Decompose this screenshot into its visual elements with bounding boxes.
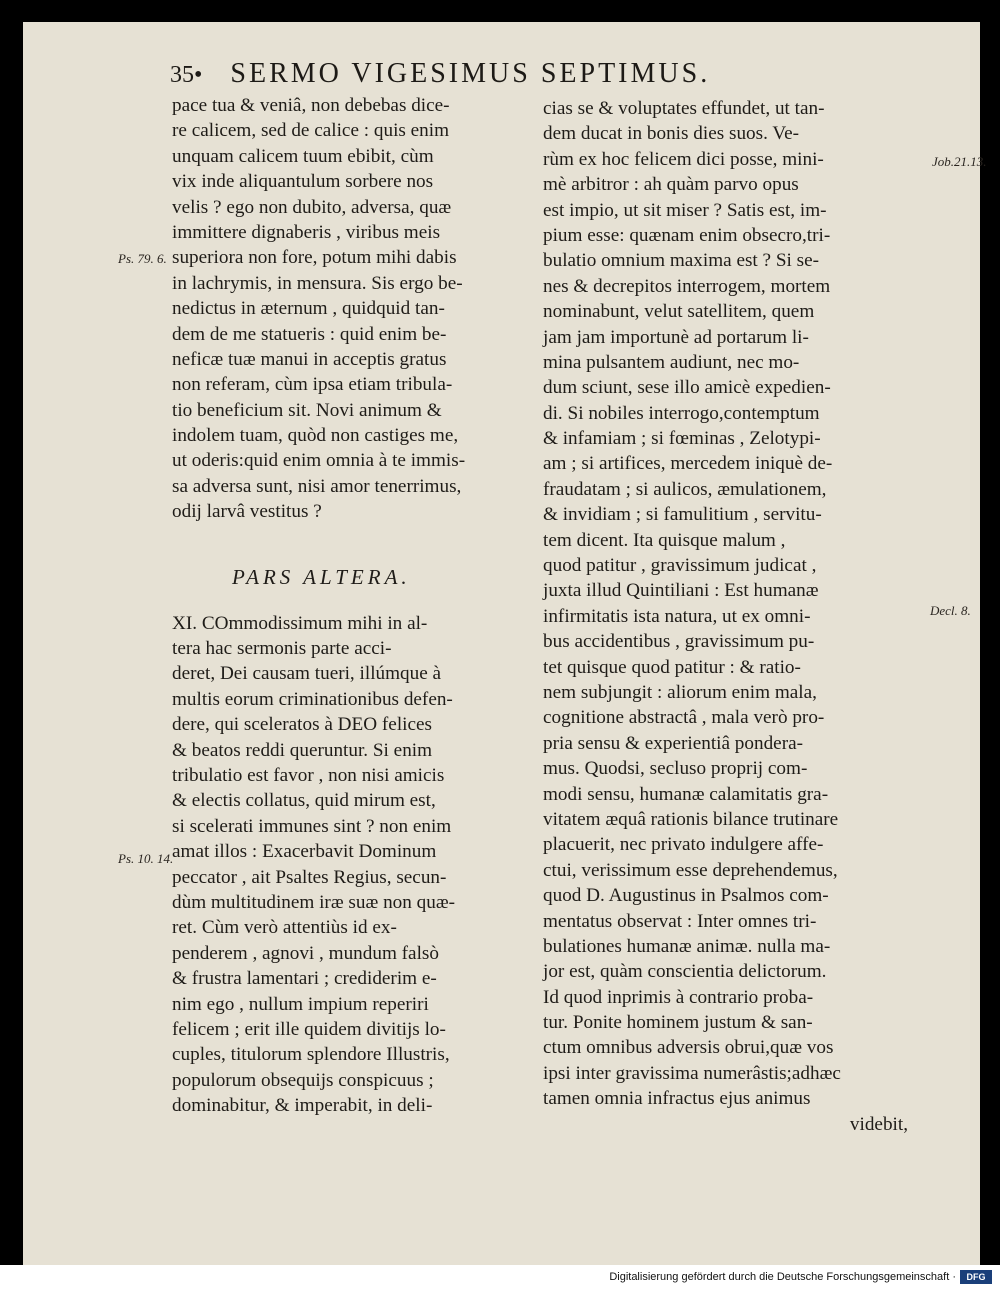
page-number: 35• bbox=[170, 62, 203, 88]
left-paragraph-1 bbox=[172, 93, 537, 525]
text-line: nem subjungit : aliorum enim mala, bbox=[543, 681, 817, 703]
text-line: bulationes humanæ animæ. nulla ma- bbox=[543, 935, 831, 957]
text-line: dominabitur, & imperabit, in deli- bbox=[172, 1095, 433, 1117]
text-line: & frustra lamentari ; crediderim e- bbox=[172, 968, 437, 990]
text-line: di. Si nobiles interrogo,contemptum bbox=[543, 402, 820, 424]
text-line: & invidiam ; si famulitium , servitu- bbox=[543, 504, 822, 526]
text-line: Id quod inprimis à contrario proba- bbox=[543, 986, 814, 1008]
text-line: felicem ; erit ille quidem divitijs lo- bbox=[172, 1018, 446, 1040]
text-line: in lachrymis, in mensura. Sis ergo be- bbox=[172, 272, 463, 294]
text-line: amat illos : Exacerbavit Dominum bbox=[172, 841, 437, 863]
text-line: & electis collatus, quid mirum est, bbox=[172, 790, 436, 812]
text-line: dùm multitudinem iræ suæ non quæ- bbox=[172, 891, 456, 913]
text-line: & infamiam ; si fœminas , Zelotypi- bbox=[543, 428, 821, 450]
text-line: tera hac sermonis parte acci- bbox=[172, 638, 392, 660]
funding-notice: Digitalisierung gefördert durch die Deutsche Forschungsgemeinschaft · bbox=[609, 1271, 956, 1283]
text-line: quod D. Augustinus in Psalmos com- bbox=[543, 885, 829, 907]
text-line: nominabunt, velut satellitem, quem bbox=[543, 301, 815, 323]
text-line: sa adversa sunt, nisi amor tenerrimus, bbox=[172, 475, 462, 497]
text-line: vitatem æquâ rationis bilance trutinare bbox=[543, 808, 839, 830]
text-line: rùm ex hoc felicem dici posse, mini- bbox=[543, 148, 824, 170]
text-line: pium esse: quænam enim obsecro,tri- bbox=[543, 224, 831, 246]
text-line: nim ego , nullum impium reperiri bbox=[172, 993, 429, 1015]
text-line: ut oderis:quid enim omnia à te immis- bbox=[172, 450, 466, 472]
text-line: bus accidentibus , gravissimum pu- bbox=[543, 631, 815, 653]
text-line: immittere dignaberis , viribus meis bbox=[172, 221, 441, 243]
text-line: placuerit, nec privato indulgere affe- bbox=[543, 834, 824, 856]
text-line: mè arbitror : ah quàm parvo opus bbox=[543, 174, 799, 196]
text-line: populorum obsequijs conspicuus ; bbox=[172, 1069, 434, 1091]
text-line: jor est, quàm conscientia delictorum. bbox=[543, 961, 827, 983]
text-line: ctum omnibus adversis obrui,quæ vos bbox=[543, 1037, 834, 1059]
text-line: am ; si artifices, mercedem iniquè de- bbox=[543, 453, 833, 475]
text-line: modi sensu, humanæ calamitatis gra- bbox=[543, 783, 829, 805]
text-line: juxta illud Quintiliani : Est humanæ bbox=[543, 580, 819, 602]
text-line: nedictus in æternum , quidquid tan- bbox=[172, 298, 445, 320]
text-line: penderem , agnovi , mundum falsò bbox=[172, 942, 439, 964]
margin-note-right-1: Job.21.13. bbox=[932, 154, 987, 169]
text-line: cias se & voluptates effundet, ut tan- bbox=[543, 98, 825, 119]
text-line: multis eorum criminationibus defen- bbox=[172, 688, 453, 710]
text-line: tur. Ponite hominem justum & san- bbox=[543, 1012, 813, 1034]
right-text-column bbox=[543, 96, 928, 1137]
section-heading: PARS ALTERA. bbox=[232, 564, 411, 589]
text-line: dem ducat in bonis dies suos. Ve- bbox=[543, 123, 799, 145]
text-line: XI. COmmodissimum mihi in al- bbox=[172, 612, 428, 634]
text-line: superiora non fore, potum mihi dabis bbox=[172, 247, 457, 269]
text-line: tribulatio est favor , non nisi amicis bbox=[172, 764, 445, 786]
running-header bbox=[170, 58, 820, 90]
margin-note-left-1: Ps. 79. 6. bbox=[118, 251, 167, 266]
text-line: dum sciunt, sese illo amicè expedien- bbox=[543, 377, 831, 399]
catchword: videbit, bbox=[849, 1113, 908, 1135]
text-line: fraudatam ; si aulicos, æmulationem, bbox=[543, 478, 827, 500]
text-line: velis ? ego non dubito, adversa, quæ bbox=[172, 196, 452, 218]
text-line: ipsi inter gravissima numerâstis;adhæc bbox=[543, 1062, 841, 1084]
text-line: pace tua & veniâ, non debebas dice- bbox=[172, 95, 450, 116]
text-line: est impio, ut sit miser ? Satis est, im- bbox=[543, 199, 827, 221]
text-line: tem dicent. Ita quisque malum , bbox=[543, 529, 786, 551]
text-line: indolem tuam, quòd non castiges me, bbox=[172, 425, 459, 447]
running-title: SERMO VIGESIMUS SEPTIMUS. bbox=[230, 58, 711, 89]
text-line: tio beneficium sit. Novi animum & bbox=[172, 399, 442, 421]
text-line: pria sensu & experientiâ pondera- bbox=[543, 732, 803, 754]
text-line: infirmitatis ista natura, ut ex omni- bbox=[543, 605, 811, 627]
text-line: & beatos reddi queruntur. Si enim bbox=[172, 739, 433, 761]
text-line: cognitione abstractâ , mala verò pro- bbox=[543, 707, 825, 729]
text-line: ctui, verissimum esse deprehendemus, bbox=[543, 859, 838, 881]
text-line: neficæ tuæ manui in acceptis gratus bbox=[172, 348, 447, 370]
text-line: tamen omnia infractus ejus animus bbox=[543, 1088, 811, 1110]
text-line: re calicem, sed de calice : quis enim bbox=[172, 120, 450, 142]
text-line: quod patitur , gravissimum judicat , bbox=[543, 555, 817, 577]
text-line: vix inde aliquantulum sorbere nos bbox=[172, 171, 434, 193]
text-line: unquam calicem tuum ebibit, cùm bbox=[172, 145, 434, 167]
left-text-column bbox=[172, 93, 537, 1118]
text-line: bulatio omnium maxima est ? Si se- bbox=[543, 250, 820, 272]
text-line: mentatus observat : Inter omnes tri- bbox=[543, 910, 817, 932]
text-line: ret. Cùm verò attentiùs id ex- bbox=[172, 917, 397, 939]
margin-note-right-2: Decl. 8. bbox=[930, 603, 971, 618]
margin-note-left-2: Ps. 10. 14. bbox=[118, 851, 174, 866]
text-line: dere, qui sceleratos à DEO felices bbox=[172, 714, 432, 736]
text-line: jam jam importunè ad portarum li- bbox=[543, 326, 809, 348]
left-paragraph-2 bbox=[172, 611, 537, 1119]
text-line: mina pulsantem audiunt, nec mo- bbox=[543, 351, 800, 373]
text-line: dem de me statueris : quid enim be- bbox=[172, 323, 447, 345]
text-line: cuples, titulorum splendore Illustris, bbox=[172, 1044, 450, 1066]
dfg-logo: DFG bbox=[960, 1270, 992, 1284]
text-line: deret, Dei causam tueri, illúmque à bbox=[172, 663, 442, 685]
right-paragraph bbox=[543, 96, 928, 1112]
text-line: nes & decrepitos interrogem, mortem bbox=[543, 275, 831, 297]
text-line: tet quisque quod patitur : & ratio- bbox=[543, 656, 801, 678]
text-line: si scelerati immunes sint ? non enim bbox=[172, 815, 452, 837]
text-line: odij larvâ vestitus ? bbox=[172, 501, 322, 523]
footer-bar bbox=[0, 1265, 1000, 1289]
text-line: non referam, cùm ipsa etiam tribula- bbox=[172, 374, 453, 396]
text-line: mus. Quodsi, secluso proprij com- bbox=[543, 758, 808, 780]
text-line: peccator , ait Psaltes Regius, secun- bbox=[172, 866, 447, 888]
